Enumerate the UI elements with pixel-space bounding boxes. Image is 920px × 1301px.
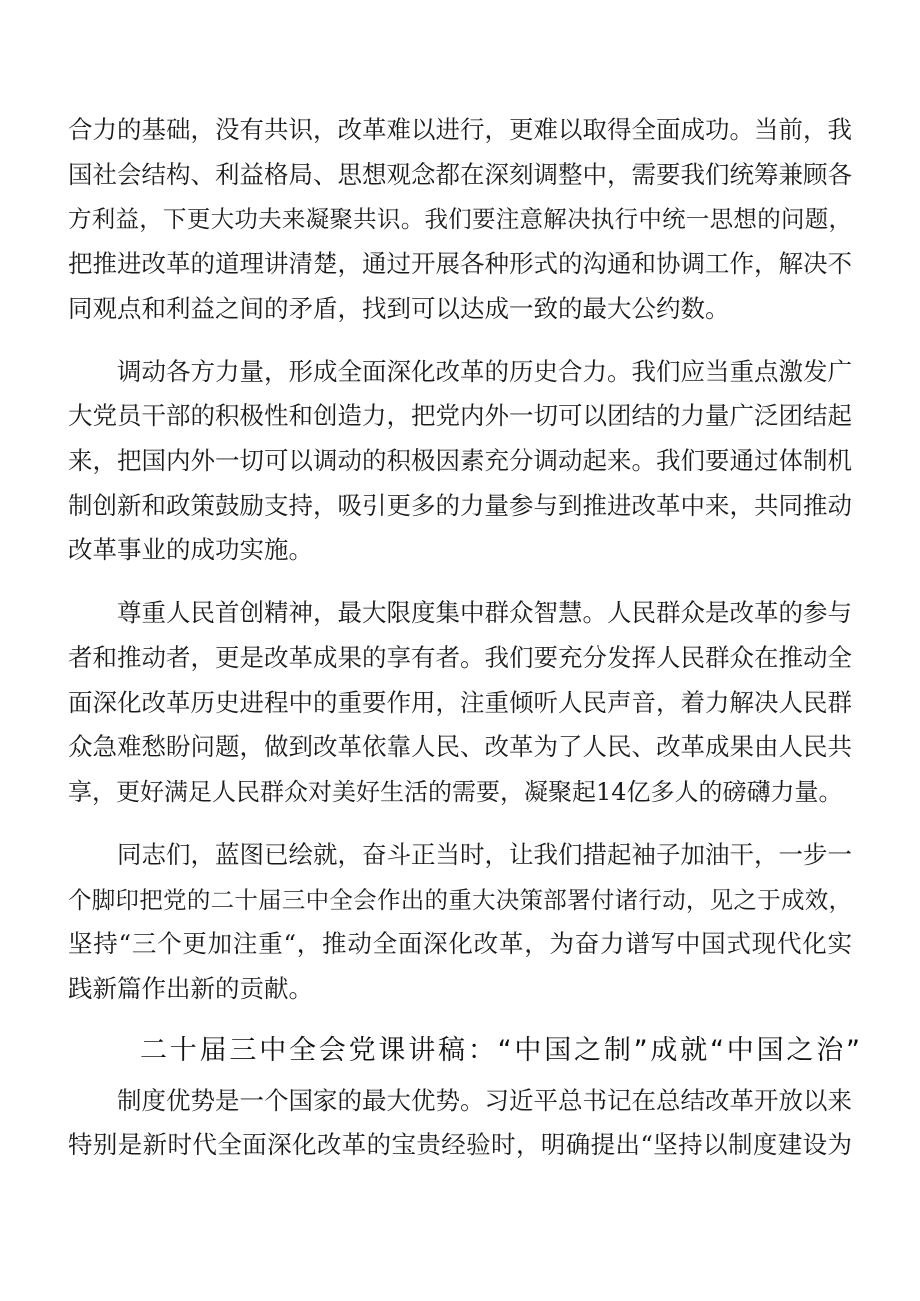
paragraph-3-line-2: 者和推动者，更是改革成果的享有者。我们要充分发挥人民群众在推动全 — [68, 643, 852, 672]
paragraph-1-line-1: 合力的基础，没有共识，改革难以进行，更难以取得全面成功。当前，我 — [68, 115, 852, 144]
paragraph-2-line-4: 制创新和政策鼓励支持，吸引更多的力量参与到推进改革中来，共同推动 — [68, 491, 852, 520]
paragraph-1-line-2: 国社会结构、利益格局、思想观念都在深刻调整中，需要我们统筹兼顾各 — [68, 160, 852, 189]
paragraph-5-line-2: 特别是新时代全面深化改革的宝贵经验时，明确提出“坚持以制度建设为 — [68, 1130, 852, 1159]
paragraph-1-line-5: 同观点和利益之间的矛盾，找到可以达成一致的最大公约数。 — [68, 294, 730, 323]
paragraph-4-line-2: 个脚印把党的二十届三中全会作出的重大决策部署付诸行动，见之于成效， — [68, 886, 852, 914]
paragraph-2-line-3: 来，把国内外一切可以调动的积极因素充分调动起来。我们要通过体制机 — [68, 446, 852, 475]
paragraph-5-line-1: 制度优势是一个国家的最大优势。习近平总书记在总结改革开放以来 — [117, 1086, 852, 1115]
paragraph-3-line-1: 尊重人民首创精神，最大限度集中群众智慧。人民群众是改革的参与 — [117, 598, 852, 627]
paragraph-2-line-1: 调动各方力量，形成全面深化改革的历史合力。我们应当重点激发广 — [117, 357, 852, 386]
paragraph-4-line-4: 践新篇作出新的贡献。 — [68, 974, 313, 1003]
paragraph-2-line-2: 大党员干部的积极性和创造力，把党内外一切可以团结的力量广泛团结起 — [68, 401, 852, 430]
paragraph-3-line-4: 众急难愁盼问题，做到改革依靠人民、改革为了人民、改革成果由人民共 — [68, 732, 852, 761]
paragraph-4-line-1: 同志们，蓝图已绘就，奋斗正当时，让我们措起袖子加油干，一步一 — [117, 840, 852, 869]
paragraph-1-line-3: 方利益，下更大功夫来凝聚共识。我们要注意解决执行中统一思想的问题， — [68, 205, 852, 233]
section-heading: 二十届三中全会党课讲稿：“中国之制”成就“中国之治” — [140, 1035, 860, 1066]
paragraph-1-line-4: 把推进改革的道理讲清楚，通过开展各种形式的沟通和协调工作，解决不 — [68, 249, 852, 278]
paragraph-3-line-5: 享，更好满足人民群众对美好生活的需要，凝聚起14亿多人的磅礴力量。 — [68, 778, 843, 806]
paragraph-3-line-3: 面深化改革历史进程中的重要作用，注重倾听人民声音，着力解决人民群 — [68, 688, 852, 717]
paragraph-2-line-5: 改革事业的成功实施。 — [68, 535, 313, 564]
paragraph-4-line-3: 坚持“三个更加注重“，推动全面深化改革，为奋力谱写中国式现代化实 — [68, 929, 852, 958]
